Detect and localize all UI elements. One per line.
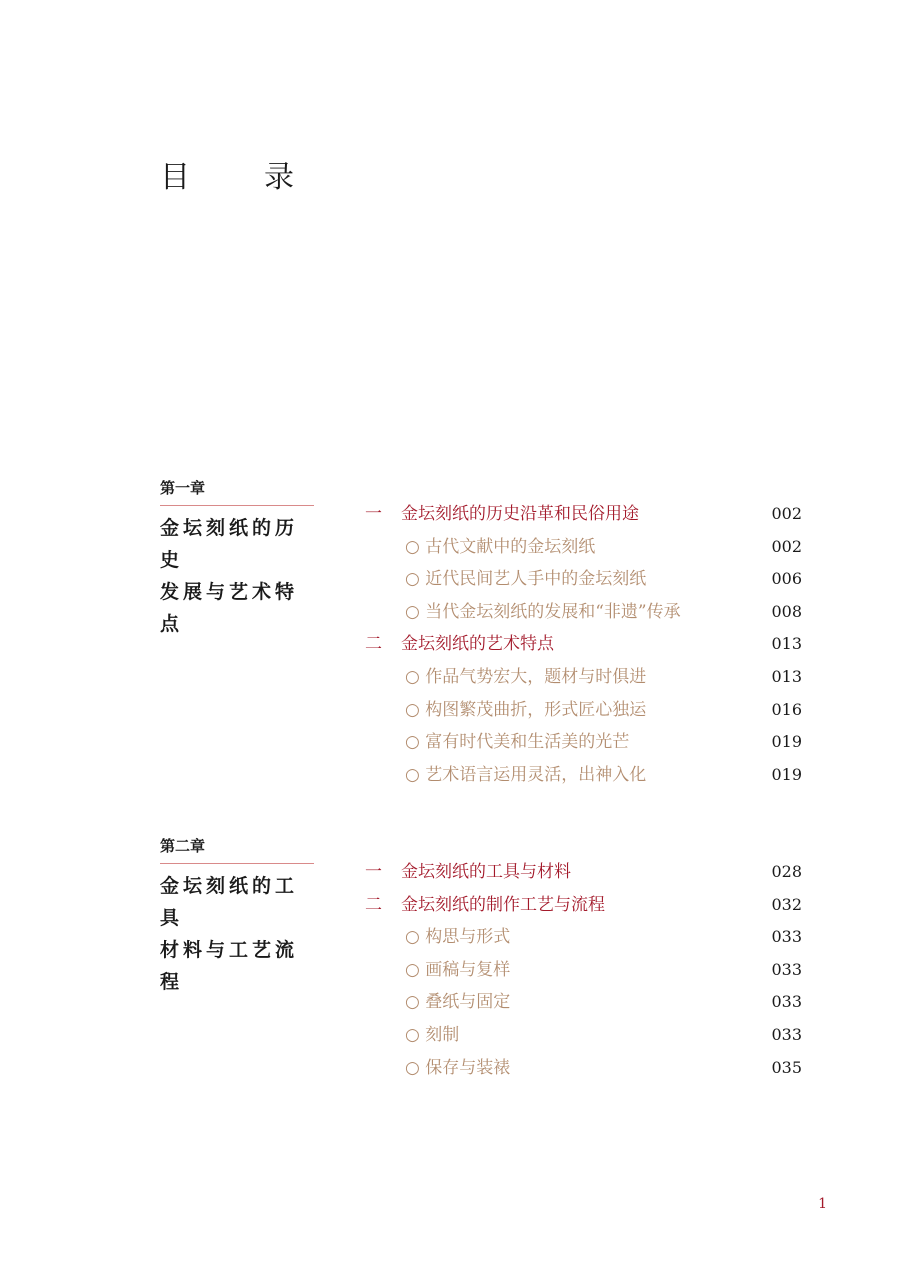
chapter-title-line: 金坛刻纸的历史 <box>160 517 299 571</box>
page-ref: 013 <box>771 666 802 686</box>
subsection-title: ○ 当代金坛刻纸的发展和“非遗”传承 <box>405 601 681 622</box>
toc-subsection[interactable] <box>365 1052 802 1085</box>
toc-subsection[interactable] <box>365 921 802 954</box>
page-ref: 013 <box>771 634 802 654</box>
page-ref: 002 <box>771 504 802 523</box>
toc-subsection[interactable] <box>365 986 802 1019</box>
chapter-divider <box>160 505 314 506</box>
subsection-title: ○ 近代民间艺人手中的金坛刻纸 <box>405 569 647 590</box>
toc-section[interactable] <box>365 856 802 889</box>
section-number: 二 <box>365 894 382 915</box>
chapter-title <box>160 870 320 998</box>
toc-subsection[interactable] <box>365 563 802 596</box>
chapter-title-line: 材料与工艺流程 <box>160 939 299 993</box>
page-ref: 035 <box>771 1057 802 1077</box>
subsection-title: ○ 叠纸与固定 <box>405 992 511 1013</box>
chapter-1 <box>160 478 802 785</box>
toc-entries <box>365 856 802 1084</box>
page-ref: 006 <box>771 569 802 589</box>
chapter-divider <box>160 863 314 864</box>
subsection-title: ○ 画稿与复样 <box>405 959 511 980</box>
page-ref: 002 <box>771 536 802 556</box>
section-number: 二 <box>365 634 382 655</box>
section-number: 一 <box>365 862 382 882</box>
toc-subsection[interactable] <box>365 759 802 792</box>
section-number: 一 <box>365 504 382 524</box>
toc-subsection[interactable] <box>365 726 802 759</box>
page-ref: 008 <box>771 601 802 621</box>
section-title: 金坛刻纸的工具与材料 <box>401 862 571 882</box>
chapter-label: 第一章 <box>160 479 206 497</box>
toc-section[interactable] <box>365 628 802 661</box>
page-ref: 016 <box>771 699 802 719</box>
page-ref: 033 <box>771 1024 802 1044</box>
subsection-title: ○ 构思与形式 <box>405 927 511 948</box>
page-ref: 033 <box>771 992 802 1012</box>
page-ref: 033 <box>771 927 802 947</box>
subsection-title: ○ 保存与装裱 <box>405 1057 511 1078</box>
page-title: 目 录 <box>160 160 316 195</box>
page-ref: 019 <box>771 764 802 784</box>
chapter-title <box>160 512 320 640</box>
subsection-title: ○ 刻制 <box>405 1024 460 1045</box>
toc-entries <box>365 498 802 791</box>
page-ref: 019 <box>771 732 802 752</box>
subsection-title: ○ 作品气势宏大，题材与时俱进 <box>405 666 647 687</box>
section-title: 金坛刻纸的制作工艺与流程 <box>401 894 605 915</box>
subsection-title: ○ 构图繁茂曲折，形式匠心独运 <box>405 699 647 720</box>
page-ref: 033 <box>771 959 802 979</box>
chapter-title-line: 发展与艺术特点 <box>160 581 299 635</box>
toc-subsection[interactable] <box>365 596 802 629</box>
section-title: 金坛刻纸的历史沿革和民俗用途 <box>401 504 639 524</box>
page-ref: 032 <box>771 894 802 914</box>
toc-subsection[interactable] <box>365 954 802 987</box>
page-number: 1 <box>818 1196 827 1212</box>
toc-section[interactable] <box>365 498 802 531</box>
chapter-2 <box>160 836 802 1078</box>
chapter-label: 第二章 <box>160 837 206 855</box>
section-title: 金坛刻纸的艺术特点 <box>401 634 554 655</box>
page-ref: 028 <box>771 862 802 881</box>
toc-section[interactable] <box>365 889 802 922</box>
chapter-title-line: 金坛刻纸的工具 <box>160 875 299 929</box>
toc-subsection[interactable] <box>365 1019 802 1052</box>
toc-subsection[interactable] <box>365 531 802 564</box>
subsection-title: ○ 艺术语言运用灵活，出神入化 <box>405 764 647 785</box>
subsection-title: ○ 古代文献中的金坛刻纸 <box>405 536 596 557</box>
toc-subsection[interactable] <box>365 661 802 694</box>
subsection-title: ○ 富有时代美和生活美的光芒 <box>405 732 630 753</box>
toc-subsection[interactable] <box>365 694 802 727</box>
